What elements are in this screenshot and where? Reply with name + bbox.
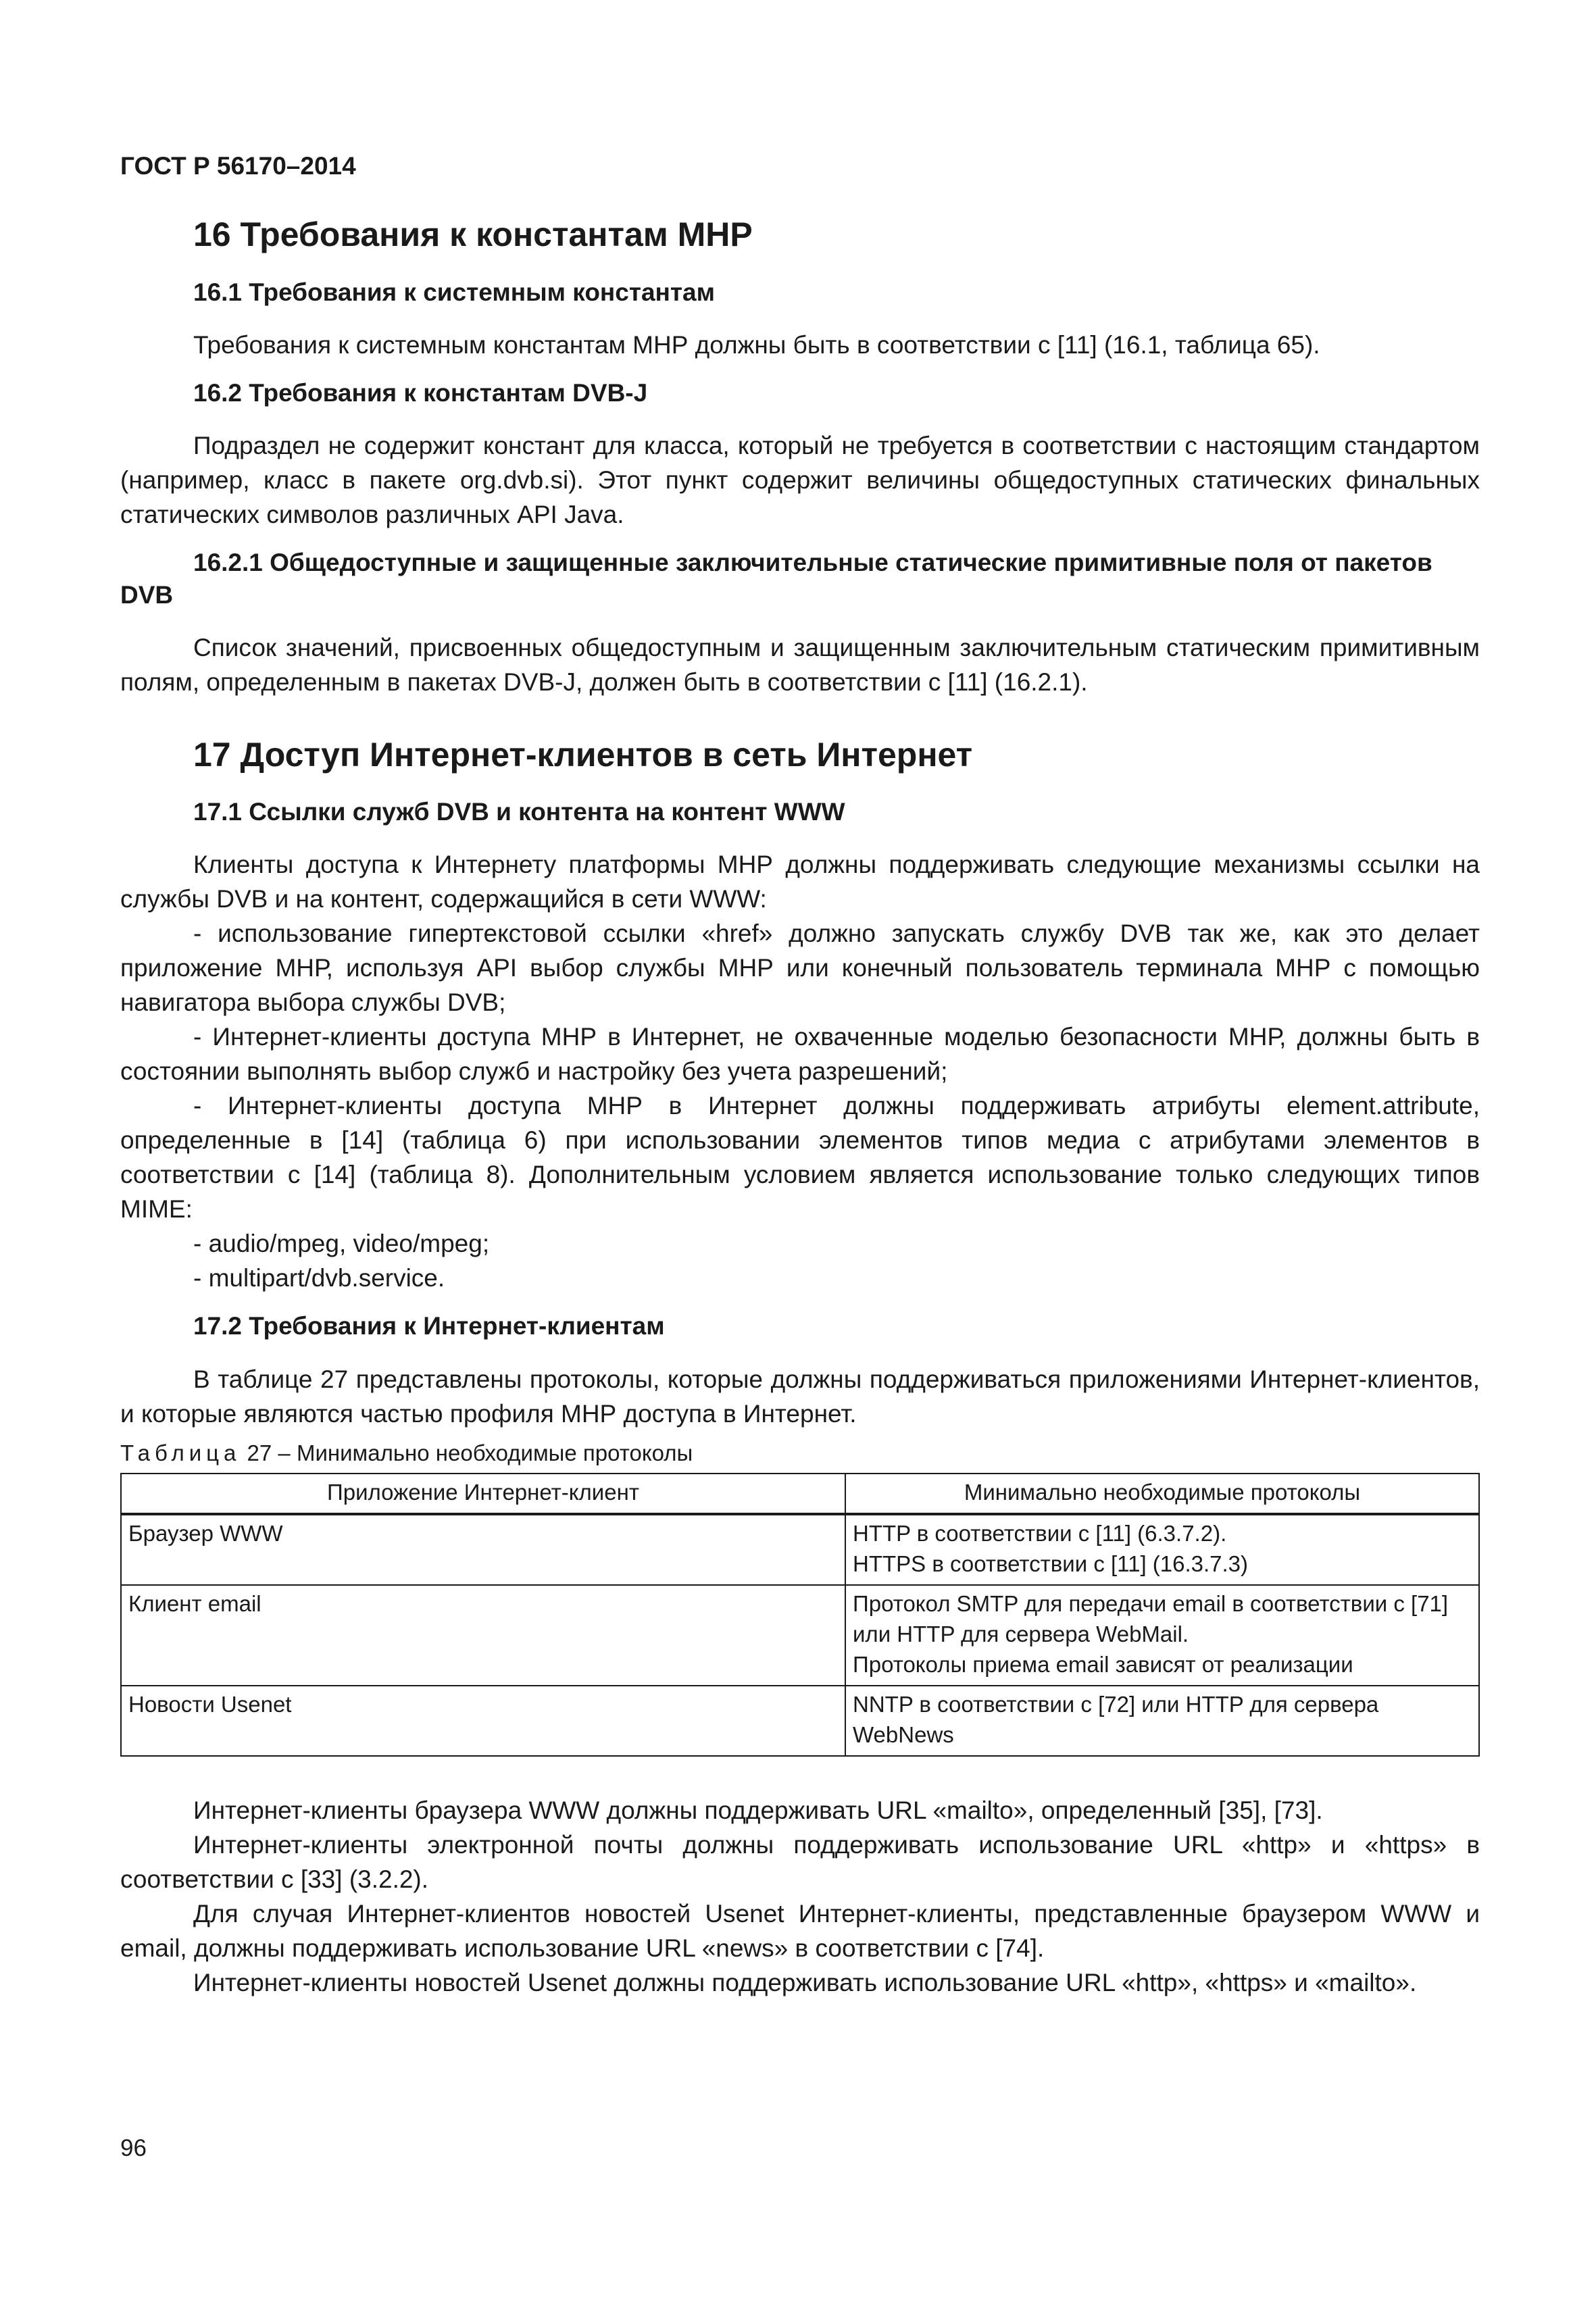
section-17-1-title: 17.1 Ссылки служб DVB и контента на контент WWW [193, 798, 845, 826]
table-cell: Новости Usenet [121, 1686, 845, 1756]
table-cell [845, 1514, 1479, 1585]
page-content [120, 152, 1480, 2000]
section-16-1-title: 16.1 Требования к системным константам [193, 278, 715, 306]
table-row [121, 1585, 1479, 1686]
table-header-cell: Минимально необходимые протоколы [845, 1474, 1479, 1514]
table-caption [120, 1440, 1480, 1466]
cell-line: HTTP в соответствии с [11] (6.3.7.2). [853, 1520, 1227, 1546]
section-17-1-paragraph: Клиенты доступа к Интернету платформы МНР должны поддерживать следующие механизмы ссылки на службы DVB и на контент, содержащийся в сети WWW: [120, 851, 1480, 913]
table-header-cell: Приложение Интернет-клиент [121, 1474, 845, 1514]
table-cell: Клиент email [121, 1585, 845, 1686]
standard-header: ГОСТ Р 56170–2014 [120, 152, 356, 180]
cell-line: Протокол SMTP для передачи email в соответствии с [71] или HTTP для сервера WebMail. [853, 1590, 1449, 1646]
page-number: 96 [120, 2135, 147, 2161]
table-cell [845, 1686, 1479, 1756]
table-header-row [121, 1474, 1479, 1514]
list-item: - Интернет-клиенты доступа МНР в Интернет должны поддерживать атрибуты element.attribute, определенные в [14] (таблица 6) при использовании элементов типов медиа с атрибутами элементов в соответствии с [14] (таблица 8). Дополнительным условием является использование только следующих типов MIME: [120, 1092, 1480, 1224]
section-16-2-paragraph: Подраздел не содержит констант для класса, который не требуется в соответствии с настоящим стандартом (например, класс в пакете org.dvb.si). Этот пункт содержит величины общедоступных статических финальных статических символов различных API Java. [120, 431, 1480, 528]
table-cell [845, 1585, 1479, 1686]
cell-line: HTTPS в соответствии с [11] (16.3.7.3) [853, 1551, 1249, 1576]
section-16-title: 16 Требования к константам МНР [193, 216, 753, 253]
closing-paragraph: Интернет-клиенты новостей Usenet должны поддерживать использование URL «http», «https» и «mailto». [193, 1968, 1417, 1996]
closing-paragraph: Для случая Интернет-клиентов новостей Usenet Интернет-клиенты, представленные браузером WWW и email, должны поддерживать использование URL «news» в соответствии с [74]. [120, 1899, 1480, 1962]
table-cell: Браузер WWW [121, 1514, 845, 1585]
section-16-2-1-paragraph: Список значений, присвоенных общедоступным и защищенным заключительным статическим примитивным полям, определенным в пакетах DVB-J, должен быть в соответствии с [11] (16.2.1). [120, 633, 1480, 696]
section-17-2-paragraph: В таблице 27 представлены протоколы, которые должны поддерживаться приложениями Интернет-клиентов, и которые являются частью профиля МНР доступа в Интернет. [120, 1365, 1480, 1428]
list-item: - использование гипертекстовой ссылки «href» должно запускать службу DVB так же, как это делает приложение МНР, используя API выбор службы МНР или конечный пользователь терминала МНР с помощью навигатора выбора службы DVB; [120, 920, 1480, 1017]
table-caption-label: Таблица [120, 1440, 241, 1465]
section-16-2-1-title: 16.2.1 Общедоступные и защищенные заключительные статические примитивные поля от пакетов DVB [120, 548, 1432, 609]
section-16-1-paragraph: Требования к системным константам МНР должны быть в соответствии с [11] (16.1, таблица 65). [193, 330, 1320, 359]
list-item: - multipart/dvb.service. [193, 1264, 445, 1292]
section-16-2-title: 16.2 Требования к константам DVB-J [193, 378, 648, 407]
protocols-table [120, 1473, 1480, 1757]
cell-line: NNTP в соответствии с [72] или HTTP для сервера WebNews [853, 1691, 1379, 1747]
closing-paragraph: Интернет-клиенты электронной почты должны поддерживать использование URL «http» и «https» в соответствии с [33] (3.2.2). [120, 1830, 1480, 1893]
list-item: - Интернет-клиенты доступа МНР в Интернет, не охваченные моделью безопасности МНР, должны быть в состоянии выполнять выбор служб и настройку без учета разрешений; [120, 1023, 1480, 1086]
closing-paragraph: Интернет-клиенты браузера WWW должны поддерживать URL «mailto», определенный [35], [73]. [193, 1796, 1323, 1824]
cell-line: Протоколы приема email зависят от реализации [853, 1651, 1353, 1677]
table-caption-text: 27 – Минимально необходимые протоколы [241, 1440, 693, 1465]
list-item: - audio/mpeg, video/mpeg; [193, 1230, 490, 1258]
table-row [121, 1686, 1479, 1756]
section-17-2-title: 17.2 Требования к Интернет-клиентам [193, 1312, 665, 1340]
table-row [121, 1514, 1479, 1585]
section-17-title: 17 Доступ Интернет-клиентов в сеть Интернет [193, 735, 973, 774]
